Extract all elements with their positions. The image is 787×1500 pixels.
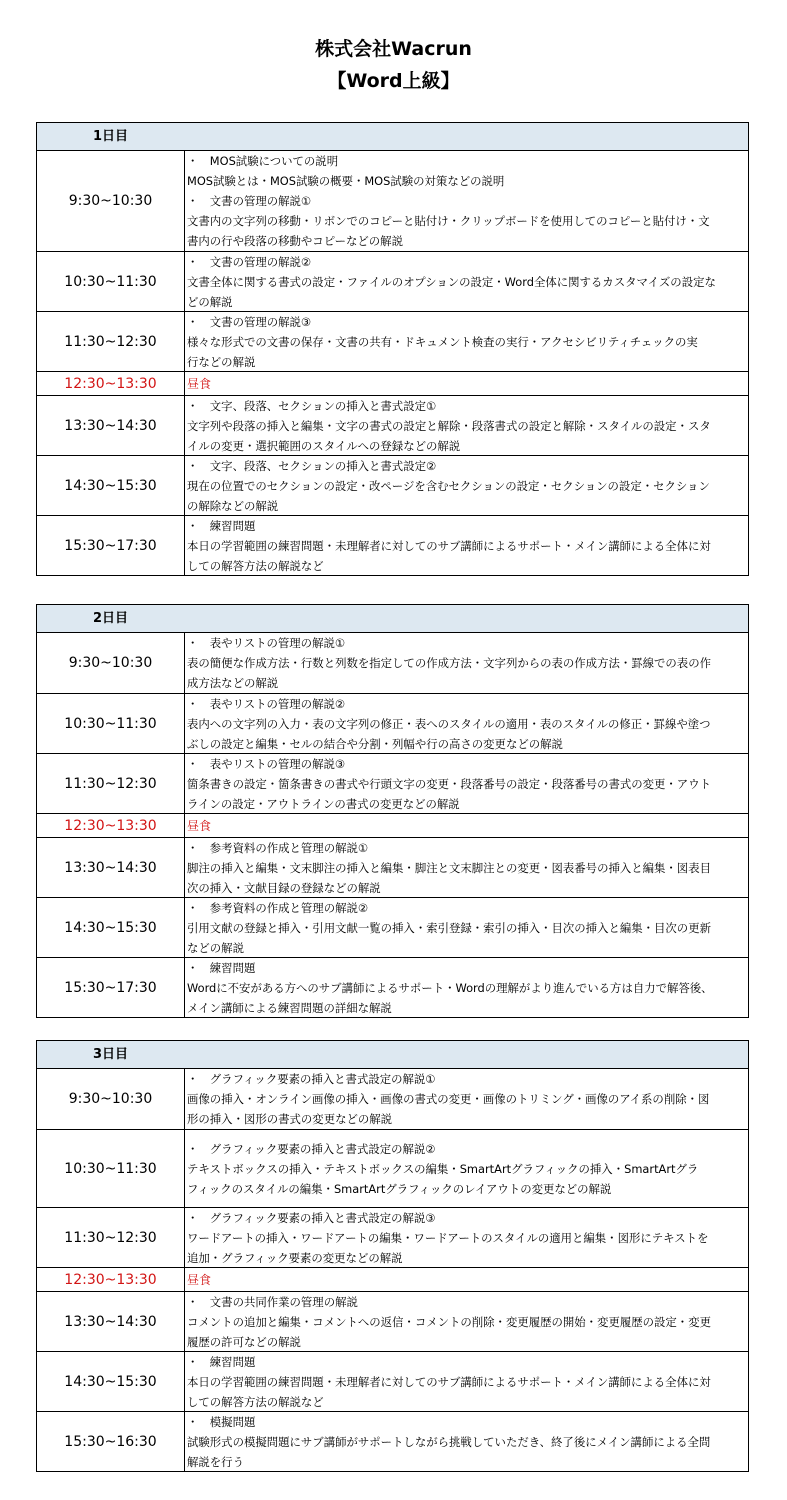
- session-content: [185, 814, 748, 837]
- schedule-row: [37, 633, 748, 693]
- time-slot: 11:30~12:30: [37, 754, 185, 813]
- content-line: どの解説: [187, 294, 233, 309]
- time-slot: 12:30~13:30: [37, 814, 185, 837]
- schedule-row: [37, 837, 748, 897]
- lunch-row: [37, 813, 748, 837]
- schedule-row: [37, 251, 748, 311]
- time-slot: 10:30~11:30: [37, 252, 185, 311]
- content-line: ・ 参考資料の作成と管理の解説①: [187, 840, 369, 855]
- schedule-row: [37, 1069, 748, 1129]
- time-slot: 9:30~10:30: [37, 633, 185, 693]
- session-content: [185, 898, 748, 957]
- content-line: 試験形式の模擬問題にサブ講師がサポートしながら挑戦していただき、終了後にメイン講師による全問: [187, 1434, 711, 1449]
- schedule-row: [37, 455, 748, 515]
- time-slot: 14:30~15:30: [37, 456, 185, 515]
- content-line: 昼食: [187, 376, 212, 391]
- session-content: [185, 1130, 748, 1207]
- content-line: ・ 文書の共同作業の管理の解説: [187, 1294, 358, 1309]
- content-line: MOS試験とは・MOS試験の概要・MOS試験の対策などの説明: [187, 174, 505, 188]
- time-slot: 13:30~14:30: [37, 1292, 185, 1351]
- content-line: の解除などの解説: [187, 498, 279, 513]
- session-content: [185, 838, 748, 897]
- content-line: ・ グラフィック要素の挿入と書式設定の解説③: [187, 1210, 436, 1225]
- time-slot: 9:30~10:30: [37, 1069, 185, 1129]
- session-content: [185, 1352, 748, 1411]
- content-line: 行などの解説: [187, 354, 256, 369]
- content-line: 本日の学習範囲の練習問題・未理解者に対してのサブ講師によるサポート・メイン講師による全体に対: [187, 1374, 711, 1389]
- content-line: 本日の学習範囲の練習問題・未理解者に対してのサブ講師によるサポート・メイン講師による全体に対: [187, 538, 711, 553]
- content-line: ワードアートの挿入・ワードアートの編集・ワードアートのスタイルの適用と編集・図形にテキストを: [187, 1230, 709, 1245]
- time-slot: 13:30~14:30: [37, 396, 185, 455]
- time-slot: 11:30~12:30: [37, 312, 185, 371]
- content-line: ・ 練習問題: [187, 960, 256, 975]
- content-line: テキストボックスの挿入・テキストボックスの編集・SmartArtグラフィックの挿入・SmartArtグラ: [187, 1161, 699, 1176]
- schedule-row: [37, 897, 748, 957]
- time-slot: 14:30~15:30: [37, 1352, 185, 1411]
- session-content: [185, 1268, 748, 1291]
- time-slot: 15:30~17:30: [37, 516, 185, 575]
- time-slot: 10:30~11:30: [37, 694, 185, 753]
- content-line: ・ 模擬問題: [187, 1414, 256, 1429]
- company-title: 株式会社Wacrun: [315, 38, 472, 60]
- session-content: [185, 372, 748, 395]
- session-content: [185, 1069, 748, 1129]
- time-slot: 15:30~17:30: [37, 958, 185, 1017]
- content-line: メイン講師による練習問題の詳細な解説: [187, 1000, 392, 1015]
- content-line: コメントの追加と編集・コメントへの返信・コメントの削除・変更履歴の開始・変更履歴の設定・変更: [187, 1314, 711, 1329]
- day-table: [36, 122, 749, 576]
- time-slot: 14:30~15:30: [37, 898, 185, 957]
- content-line: ・ 文書の管理の解説②: [187, 254, 312, 269]
- session-content: [185, 754, 748, 813]
- schedule-row: [37, 1129, 748, 1207]
- content-line: ・ 文書の管理の解説③: [187, 314, 312, 329]
- content-line: 昼食: [187, 818, 212, 833]
- content-line: ・ 練習問題: [187, 518, 256, 533]
- content-line: 文書内の文字列の移動・リボンでのコピーと貼付け・クリップボードを使用してのコピーと貼付け・文: [187, 214, 710, 228]
- session-content: [185, 633, 748, 693]
- lunch-row: [37, 1267, 748, 1291]
- schedule-row: [37, 311, 748, 371]
- session-content: [185, 694, 748, 753]
- schedule-row: [37, 1411, 748, 1471]
- schedule-row: [37, 515, 748, 575]
- time-slot: 13:30~14:30: [37, 838, 185, 897]
- session-content: [185, 252, 748, 311]
- content-line: 文書全体に関する書式の設定・ファイルのオプションの設定・Word全体に関するカスタマイズの設定な: [187, 274, 716, 289]
- content-line: イルの変更・選択範囲のスタイルへの登録などの解説: [187, 438, 461, 453]
- session-content: [185, 456, 748, 515]
- content-line: 表の簡便な作成方法・行数と列数を指定しての作成方法・文字列からの表の作成方法・罫線での表の作: [187, 656, 711, 670]
- day-header: 1日目: [37, 123, 748, 151]
- lunch-row: [37, 371, 748, 395]
- session-content: [185, 151, 748, 251]
- content-line: ・ 文字、段落、セクションの挿入と書式設定②: [187, 458, 437, 473]
- schedule-row: [37, 693, 748, 753]
- content-line: 表内への文字列の入力・表の文字列の修正・表へのスタイルの適用・表のスタイルの修正・罫線や塗つ: [187, 716, 711, 731]
- content-line: 追加・グラフィック要素の変更などの解説: [187, 1250, 403, 1265]
- content-line: 次の挿入・文献目録の登録などの解説: [187, 880, 381, 895]
- content-line: Wordに不安がある方へのサブ講師によるサポート・Wordの理解がより進んでいる方は自力で解答後、: [187, 980, 713, 995]
- content-line: ・ 練習問題: [187, 1354, 256, 1369]
- session-content: [185, 396, 748, 455]
- content-line: ・ 文書の管理の解説①: [187, 194, 312, 208]
- content-line: 履歴の許可などの解説: [187, 1334, 301, 1349]
- content-line: 書内の行や段落の移動やコピーなどの解説: [187, 234, 403, 248]
- session-content: [185, 516, 748, 575]
- time-slot: 15:30~16:30: [37, 1412, 185, 1471]
- content-line: 箇条書きの設定・箇条書きの書式や行頭文字の変更・段落番号の設定・段落番号の書式の変更・アウト: [187, 776, 711, 791]
- day-header: 3日目: [37, 1041, 748, 1069]
- time-slot: 10:30~11:30: [37, 1130, 185, 1207]
- content-line: 脚注の挿入と編集・文末脚注の挿入と編集・脚注と文末脚注との変更・図表番号の挿入と編集・図表目: [187, 860, 711, 875]
- time-slot: 12:30~13:30: [37, 372, 185, 395]
- schedule-row: [37, 151, 748, 251]
- time-slot: 11:30~12:30: [37, 1208, 185, 1267]
- content-line: ・ 参考資料の作成と管理の解説②: [187, 900, 369, 915]
- content-line: 文字列や段落の挿入と編集・文字の書式の設定と解除・段落書式の設定と解除・スタイルの設定・スタ: [187, 418, 711, 433]
- content-line: ・ グラフィック要素の挿入と書式設定の解説②: [187, 1141, 436, 1156]
- content-line: ・ 文字、段落、セクションの挿入と書式設定①: [187, 398, 437, 413]
- time-slot: 12:30~13:30: [37, 1268, 185, 1291]
- content-line: 画像の挿入・オンライン画像の挿入・画像の書式の変更・画像のトリミング・画像のアイ系の削除・図: [187, 1092, 710, 1106]
- schedule-row: [37, 753, 748, 813]
- session-content: [185, 1412, 748, 1471]
- schedule-row: [37, 1207, 748, 1267]
- content-line: ・ 表やリストの管理の解説②: [187, 696, 346, 711]
- content-line: 様々な形式での文書の保存・文書の共有・ドキュメント検査の実行・アクセシビリティチェックの実: [187, 334, 698, 349]
- session-content: [185, 1292, 748, 1351]
- content-line: 解説を行う: [187, 1454, 244, 1469]
- content-line: 昼食: [187, 1272, 212, 1287]
- content-line: ・ グラフィック要素の挿入と書式設定の解説①: [187, 1072, 436, 1086]
- schedule-row: [37, 1351, 748, 1411]
- time-slot: 9:30~10:30: [37, 151, 185, 251]
- content-line: 成方法などの解説: [187, 676, 279, 690]
- content-line: フィックのスタイルの編集・SmartArtグラフィックのレイアウトの変更などの解説: [187, 1181, 612, 1196]
- day-table: [36, 1040, 749, 1472]
- content-line: などの解説: [187, 940, 244, 955]
- session-content: [185, 958, 748, 1017]
- content-line: ラインの設定・アウトラインの書式の変更などの解説: [187, 796, 460, 811]
- schedule-row: [37, 957, 748, 1017]
- course-title: 【Word上級】: [327, 70, 460, 92]
- content-line: ぶしの設定と編集・セルの結合や分割・列幅や行の高さの変更などの解説: [187, 736, 563, 751]
- day-table: [36, 604, 749, 1018]
- schedule-row: [37, 395, 748, 455]
- content-line: 形の挿入・図形の書式の変更などの解説: [187, 1112, 393, 1126]
- content-line: しての解答方法の解説など: [187, 1394, 324, 1409]
- day-header: 2日目: [37, 605, 748, 633]
- content-line: ・ MOS試験についての説明: [187, 154, 339, 168]
- content-line: 現在の位置でのセクションの設定・改ページを含むセクションの設定・セクションの設定・セクション: [187, 478, 710, 493]
- content-line: ・ 表やリストの管理の解説①: [187, 636, 346, 650]
- content-line: 引用文献の登録と挿入・引用文献一覧の挿入・索引登録・索引の挿入・目次の挿入と編集・目次の更新: [187, 920, 711, 935]
- content-line: しての解答方法の解説など: [187, 558, 324, 573]
- schedule-row: [37, 1291, 748, 1351]
- session-content: [185, 312, 748, 371]
- content-line: ・ 表やリストの管理の解説③: [187, 756, 346, 771]
- session-content: [185, 1208, 748, 1267]
